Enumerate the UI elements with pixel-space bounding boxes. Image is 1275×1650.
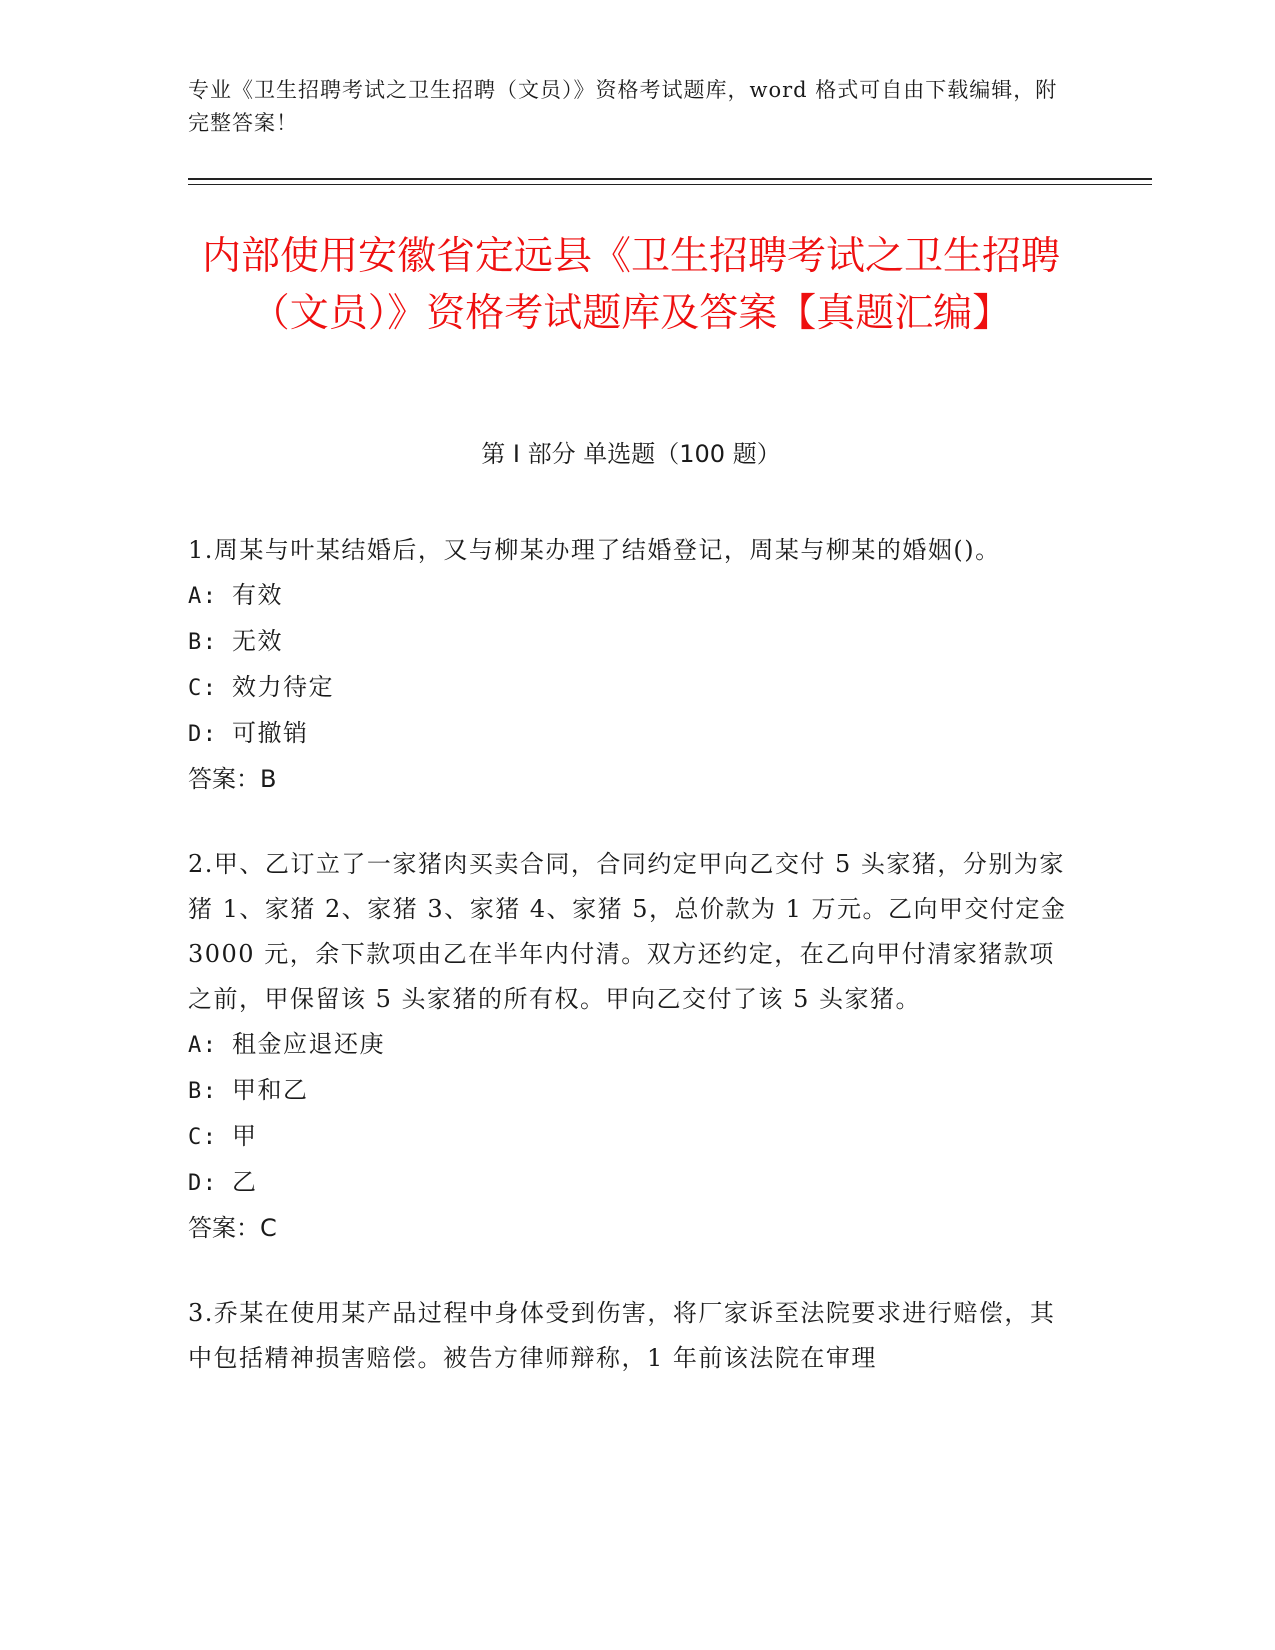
option-letter: B:	[188, 1079, 218, 1104]
option-text: 无效	[232, 627, 283, 655]
option-letter: D:	[188, 1171, 218, 1196]
option-letter: A:	[188, 1033, 218, 1058]
question-stem: 1.周某与叶某结婚后，又与柳某办理了结婚登记，周某与柳某的婚姻()。	[188, 536, 1001, 564]
option-letter: C:	[188, 1125, 218, 1150]
question-list	[188, 528, 1078, 1421]
option-text: 乙	[232, 1168, 258, 1196]
option-c	[188, 665, 1078, 711]
option-d	[188, 711, 1078, 757]
option-text: 可撤销	[232, 719, 309, 747]
question-stem: 3.乔某在使用某产品过程中身体受到伤害，将厂家诉至法院要求进行赔偿，其中包括精神损害赔偿。被告方律师辩称，1 年前该法院在审理	[188, 1299, 1056, 1372]
document-title: 内部使用安徽省定远县《卫生招聘考试之卫生招聘（文员）》资格考试题库及答案【真题汇编】	[201, 234, 1060, 336]
option-b	[188, 619, 1078, 665]
question-3	[188, 1291, 1078, 1381]
answer-line: 答案：B	[188, 765, 277, 793]
option-b	[188, 1068, 1078, 1114]
option-letter: A:	[188, 584, 218, 609]
option-a	[188, 573, 1078, 619]
option-text: 有效	[232, 581, 283, 609]
header-note: 专业《卫生招聘考试之卫生招聘（文员）》资格考试题库，word 格式可自由下载编辑，附完整答案！	[188, 78, 1058, 135]
section-heading: 第 I 部分 单选题（100 题）	[481, 440, 781, 468]
question-2	[188, 842, 1078, 1251]
option-letter: B:	[188, 630, 218, 655]
option-d	[188, 1160, 1078, 1206]
question-stem: 2.甲、乙订立了一家猪肉买卖合同，合同约定甲向乙交付 5 头家猪，分别为家猪 1、家猪 2、家猪 3、家猪 4、家猪 5，总价款为 1 万元。乙向甲交付定金 3000 元，余下款项由乙在半年内付清。双方还约定，在乙向甲付清家猪款项之前，甲保留该 5 头家猪的所有权。甲向乙交付了该 5 头家猪。	[188, 850, 1067, 1013]
option-text: 甲和乙	[232, 1076, 309, 1104]
header-divider-thick	[188, 178, 1152, 180]
answer-line: 答案：C	[188, 1214, 277, 1242]
header-divider-thin	[188, 184, 1152, 185]
option-text: 效力待定	[232, 673, 334, 701]
option-c	[188, 1114, 1078, 1160]
option-letter: C:	[188, 676, 218, 701]
option-text: 租金应退还庚	[232, 1030, 385, 1058]
option-letter: D:	[188, 722, 218, 747]
question-1	[188, 528, 1078, 802]
option-a	[188, 1022, 1078, 1068]
option-text: 甲	[232, 1122, 258, 1150]
